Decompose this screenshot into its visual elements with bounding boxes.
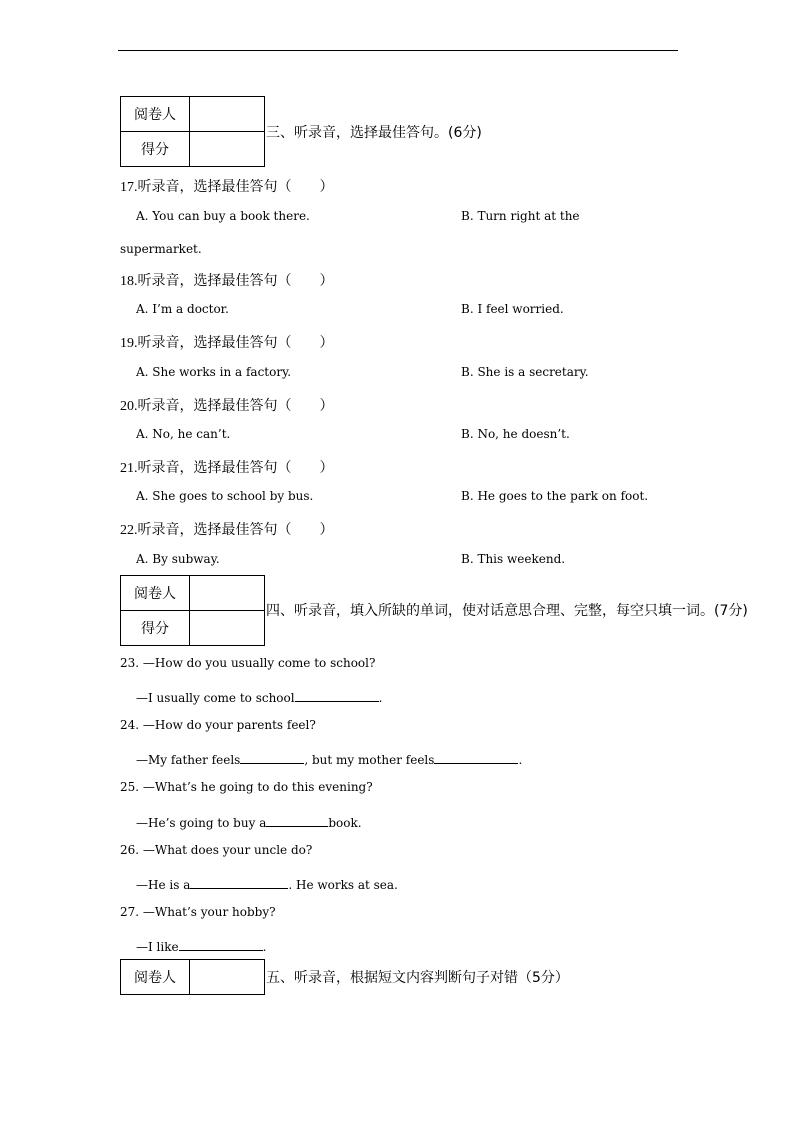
option-20-b: B. No, he doesn’t. <box>461 427 570 441</box>
dialog-25-answer: —He’s going to buy a book. <box>136 816 362 830</box>
section-4-title: 四、听录音，填入所缺的单词，使对话意思合理、完整，每空只填一词。(7分) <box>266 603 748 619</box>
option-22-a: A. By subway. <box>136 552 220 566</box>
grader-label: 阅卷人 <box>121 97 190 132</box>
option-17-a: A. You can buy a book there. <box>136 209 310 223</box>
grader-cell[interactable] <box>190 576 265 611</box>
option-18-a: A. I’m a doctor. <box>136 302 229 316</box>
option-22-b: B. This weekend. <box>461 552 566 566</box>
dialog-24-answer: —My father feels , but my mother feels . <box>136 753 523 767</box>
option-19-a: A. She works in a factory. <box>136 365 292 379</box>
section-5-title: 五、听录音，根据短文内容判断句子对错（5分） <box>266 970 569 986</box>
option-20-a: A. No, he can’t. <box>136 427 231 441</box>
grade-box <box>120 96 265 167</box>
question-22: 22.听录音，选择最佳答句（ ） <box>120 522 334 538</box>
option-21-b: B. He goes to the park on foot. <box>461 489 649 503</box>
question-17: 17.听录音，选择最佳答句（ ） <box>120 179 334 195</box>
question-18: 18.听录音，选择最佳答句（ ） <box>120 273 334 289</box>
question-21: 21.听录音，选择最佳答句（ ） <box>120 460 334 476</box>
section-3-title: 三、听录音，选择最佳答句。(6分) <box>266 125 482 141</box>
score-cell[interactable] <box>190 132 265 167</box>
option-19-b: B. She is a secretary. <box>461 365 589 379</box>
header-rule <box>118 50 678 51</box>
grader-label: 阅卷人 <box>121 576 190 611</box>
dialog-23-answer: —I usually come to school . <box>136 691 383 705</box>
answer-blank[interactable] <box>434 751 518 764</box>
option-17-b-wrap: supermarket. <box>120 242 202 256</box>
grader-cell[interactable] <box>190 97 265 132</box>
score-label: 得分 <box>121 611 190 646</box>
dialog-23-question: 23. —How do you usually come to school? <box>120 656 376 670</box>
grade-box <box>120 959 265 995</box>
dialog-24-question: 24. —How do your parents feel? <box>120 718 316 732</box>
question-20: 20.听录音，选择最佳答句（ ） <box>120 398 334 414</box>
option-17-b: B. Turn right at the <box>461 209 580 223</box>
dialog-27-question: 27. —What’s your hobby? <box>120 905 276 919</box>
grader-label: 阅卷人 <box>121 960 190 995</box>
answer-blank[interactable] <box>190 876 288 889</box>
option-18-b: B. I feel worried. <box>461 302 564 316</box>
option-21-a: A. She goes to school by bus. <box>136 489 314 503</box>
dialog-25-question: 25. —What’s he going to do this evening? <box>120 780 373 794</box>
score-label: 得分 <box>121 132 190 167</box>
answer-blank[interactable] <box>240 751 304 764</box>
grader-cell[interactable] <box>190 960 265 995</box>
answer-blank[interactable] <box>179 938 263 951</box>
dialog-27-answer: —I like . <box>136 940 267 954</box>
question-19: 19.听录音，选择最佳答句（ ） <box>120 335 334 351</box>
dialog-26-question: 26. —What does your uncle do? <box>120 843 313 857</box>
answer-blank[interactable] <box>295 689 379 702</box>
dialog-26-answer: —He is a . He works at sea. <box>136 878 398 892</box>
score-cell[interactable] <box>190 611 265 646</box>
grade-box <box>120 575 265 646</box>
answer-blank[interactable] <box>266 814 328 827</box>
